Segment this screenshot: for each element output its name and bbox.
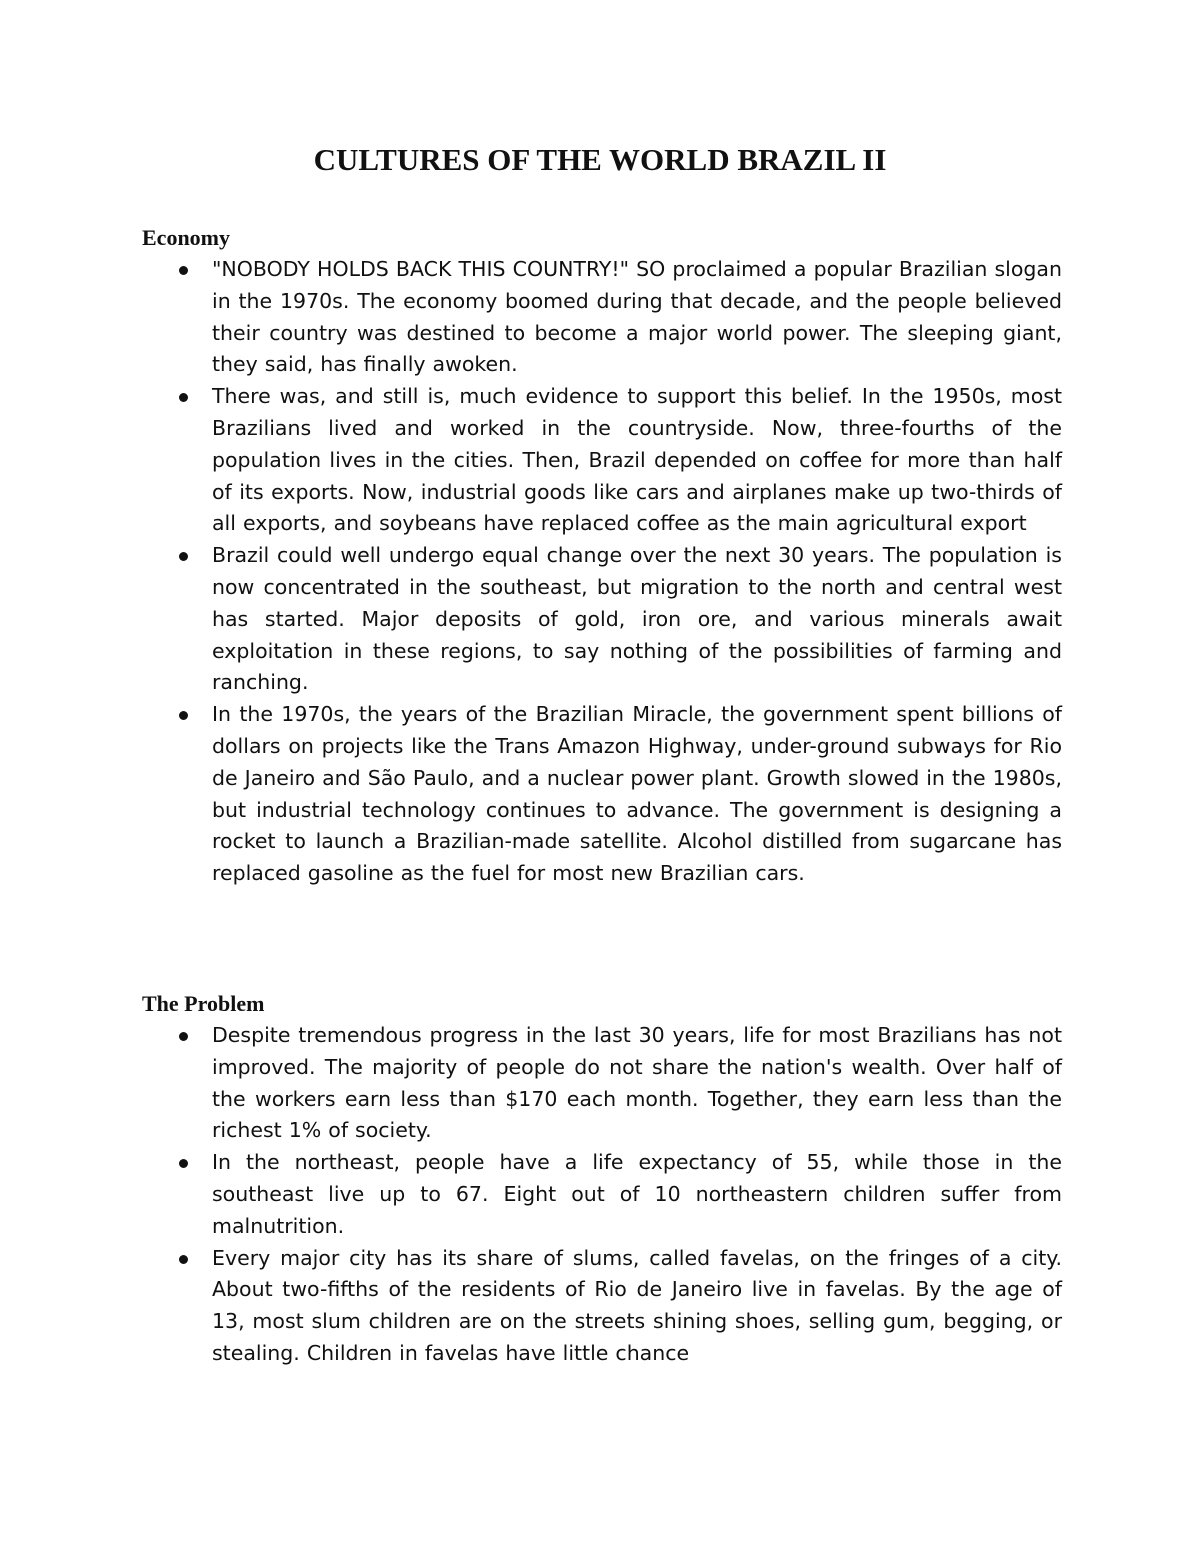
bullet-icon (179, 393, 188, 402)
bullet-icon (179, 1255, 188, 1264)
list-item (142, 381, 1062, 540)
bullet-text: Every major city has its share of slums, called favelas, on the fringes of a city. About two-fifths of the residents of Rio de Janeiro live in favelas. By the age of 13, most slum children are on the streets shining shoes, selling gum, begging, or stealing. Children in favelas have little chance (212, 1245, 1062, 1365)
bullet-text: Brazil could well undergo equal change over the next 30 years. The population is now concentrated in the southeast, but migration to the north and central west has started. Major deposits of gold, iron ore, and various minerals await exploitation in these regions, to say nothing of the possibilities of farming and ranching. (212, 543, 1062, 695)
section-heading-problem: The Problem (142, 991, 265, 1016)
list-item (142, 540, 1062, 699)
bullet-text: "NOBODY HOLDS BACK THIS COUNTRY!" SO proclaimed a popular Brazilian slogan in the 1970s. The economy boomed during that decade, and the people believed their country was destined to become a major world power. The sleeping giant, they said, has finally awoken. (212, 257, 1062, 377)
bullet-icon (179, 1032, 188, 1041)
bullet-icon (179, 552, 188, 561)
bullet-text: In the 1970s, the years of the Brazilian Miracle, the government spent billions of dollars on projects like the Trans Amazon Highway, under-ground subways for Rio de Janeiro and São Paulo, and a nuclear power plant. Growth slowed in the 1980s, but industrial technology continues to advance. The government is designing a rocket to launch a Brazilian-made satellite. Alcohol distilled from sugarcane has replaced gasoline as the fuel for most new Brazilian cars. (212, 702, 1062, 886)
list-item (142, 254, 1062, 381)
bullet-icon (179, 266, 188, 275)
bullet-icon (179, 1159, 188, 1168)
bullet-icon (179, 711, 188, 720)
problem-bullet-list (142, 1020, 1062, 1370)
bullet-text: Despite tremendous progress in the last 30 years, life for most Brazilians has not improved. The majority of people do not share the nation's wealth. Over half of the workers earn less than $170 each month. Together, they earn less than the richest 1% of society. (212, 1023, 1062, 1143)
section-economy (142, 222, 1062, 890)
section-heading-economy: Economy (142, 225, 230, 250)
list-item (142, 1020, 1062, 1147)
bullet-text: There was, and still is, much evidence to support this belief. In the 1950s, most Brazilians lived and worked in the countryside. Now, three-fourths of the population lives in the cities. Then, Brazil depended on coffee for more than half of its exports. Now, industrial goods like cars and airplanes make up two-thirds of all exports, and soybeans have replaced coffee as the main agricultural export (212, 384, 1062, 536)
list-item (142, 1147, 1062, 1242)
bullet-text: In the northeast, people have a life expectancy of 55, while those in the southeast live up to 67. Eight out of 10 northeastern children suffer from malnutrition. (212, 1150, 1062, 1238)
list-item (142, 699, 1062, 890)
document-title: CULTURES OF THE WORLD BRAZIL II (313, 142, 887, 177)
list-item (142, 1243, 1062, 1370)
economy-bullet-list (142, 254, 1062, 890)
section-problem (142, 988, 1062, 1370)
